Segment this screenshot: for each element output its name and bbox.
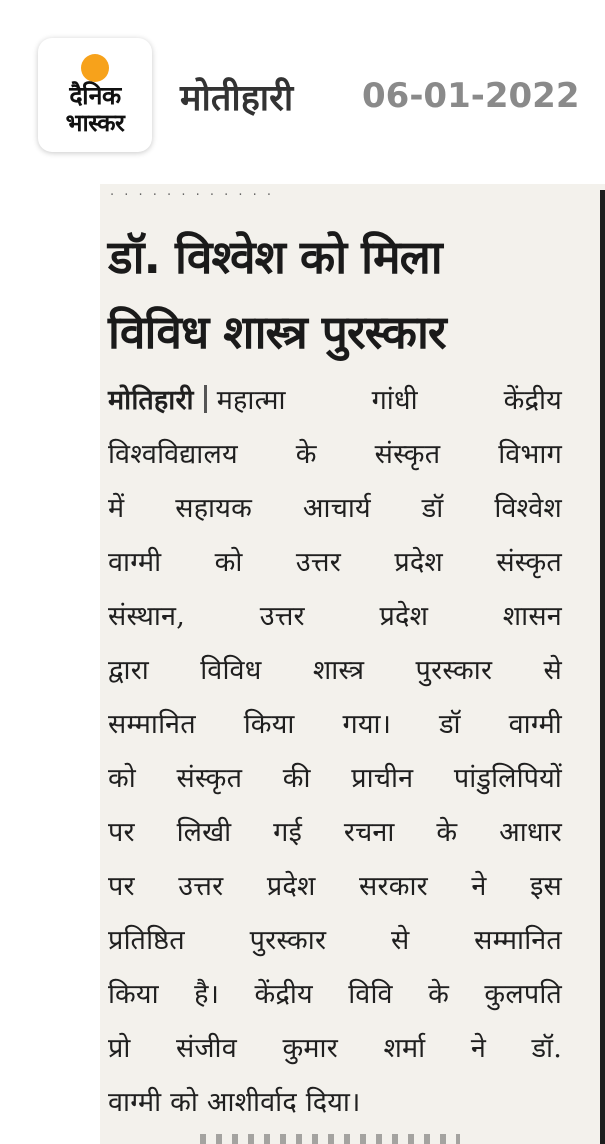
cropped-text-residue: . . . . . . . . . . . .	[110, 184, 275, 198]
clipping-margin	[0, 184, 100, 1144]
logo-text-line1: दैनिक	[69, 81, 121, 110]
body-line: पर लिखी गई रचना के आधार	[108, 817, 562, 848]
logo-text-line2: भास्कर	[65, 109, 125, 137]
article-first-line	[108, 380, 562, 417]
body-line: वाग्मी को उत्तर प्रदेश संस्कृत	[108, 547, 562, 578]
body-line: द्वारा विविध शास्त्र पुरस्कार से	[108, 655, 562, 686]
body-line: संस्थान, उत्तर प्रदेश शासन	[108, 601, 562, 632]
body-line: प्रतिष्ठित पुरस्कार से सम्मानित	[108, 925, 562, 956]
headline-line-1: डॉ. विश्वेश को मिला	[108, 230, 442, 284]
cropped-text-residue	[200, 1134, 460, 1144]
body-line: महात्मा गांधी केंद्रीय	[216, 385, 562, 416]
body-line: सम्मानित किया गया। डॉ वाग्मी	[108, 709, 562, 740]
body-line: पर उत्तर प्रदेश सरकार ने इस	[108, 871, 562, 902]
edition-date: 06-01-2022	[362, 76, 580, 116]
dateline-separator	[204, 385, 207, 413]
dateline: मोतिहारी	[108, 385, 194, 416]
body-line: वाग्मी को आशीर्वाद दिया।	[108, 1087, 361, 1118]
body-line: किया है। केंद्रीय विवि के कुलपति	[108, 979, 562, 1010]
body-line: प्रो संजीव कुमार शर्मा ने डॉ.	[108, 1033, 562, 1064]
body-line: में सहायक आचार्य डॉ विश्वेश	[108, 493, 562, 524]
headline-line-2: विविध शास्त्र पुरस्कार	[108, 305, 446, 359]
body-line: को संस्कृत की प्राचीन पांडुलिपियों	[108, 763, 562, 794]
clipping-edge	[600, 190, 605, 1144]
body-line: विश्वविद्यालय के संस्कृत विभाग	[108, 439, 562, 470]
edition-city: मोतीहारी	[180, 78, 294, 119]
